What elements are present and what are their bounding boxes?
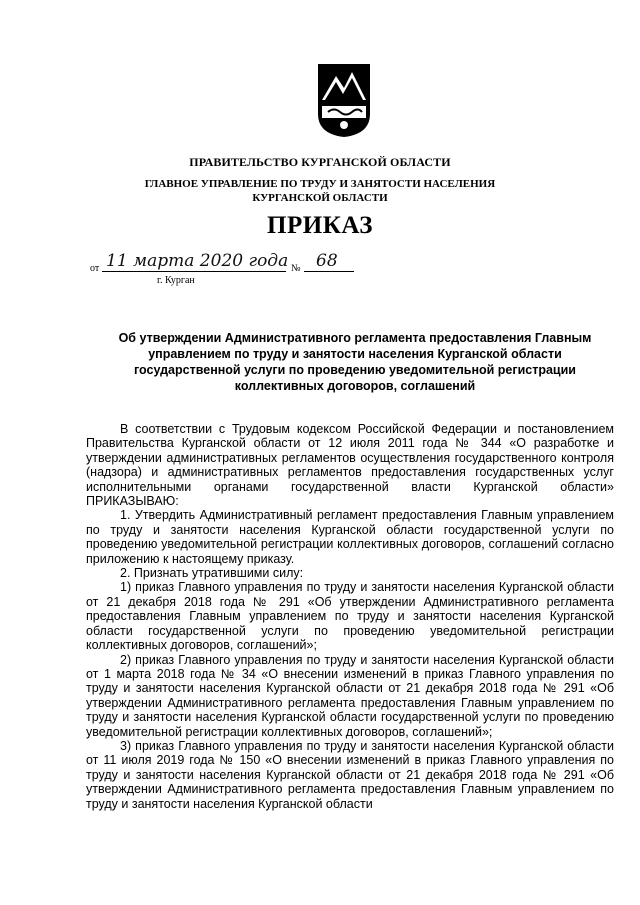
number-label: № — [291, 263, 301, 274]
title-line: государственной услуги по проведению уведомительной регистрации — [134, 363, 576, 377]
clause-2-item-1: 1) приказ Главного управления по труду и занятости населения Курганской области от 21 декабря 2018 года № 291 «Об утверждении Административного регламента предоставления Главным управлением по труду и занятости населения Курганской области государственной услуги по проведению уведомительной регистрации коллективных договоров, соглашений»; — [86, 580, 614, 653]
document-type-title: ПРИКАЗ — [267, 212, 373, 239]
coat-of-arms-icon — [316, 62, 372, 138]
title-line: коллективных договоров, соглашений — [234, 379, 476, 393]
date-from-label: от — [90, 263, 100, 274]
org-name-line2: ГЛАВНОЕ УПРАВЛЕНИЕ ПО ТРУДУ И ЗАНЯТОСТИ НАСЕЛЕНИЯ — [144, 178, 496, 190]
date-underline — [102, 271, 286, 272]
city-label: г. Курган — [157, 275, 195, 286]
clause-1-paragraph: 1. Утвердить Административный регламент предоставления Главным управлением по труду и занятости населения Курганской области государственной услуги по проведению уведомительной регистрации коллективных договоров, соглашений согласно приложению к настоящему приказу. — [86, 508, 614, 566]
number-underline — [304, 271, 354, 272]
handwritten-number: 68 — [316, 251, 338, 271]
title-line: Об утверждении Административного регламента предоставления Главным — [118, 331, 592, 345]
org-name-department — [0, 177, 640, 205]
org-name-line1: ПРАВИТЕЛЬСТВО КУРГАНСКОЙ ОБЛАСТИ — [189, 155, 451, 169]
preamble-paragraph: В соответствии с Трудовым кодексом Российской Федерации и постановлением Правительства Курганской области от 12 июля 2011 года № 344 «О разработке и утверждении административных регламентов осуществления государственного контроля (надзора) и административных регламентов предоставления государственных услуг исполнительными органами государственной власти Курганской области» ПРИКАЗЫВАЮ: — [86, 422, 614, 509]
document-title — [90, 330, 620, 394]
org-name-line3: КУРГАНСКОЙ ОБЛАСТИ — [252, 192, 388, 204]
title-line: управлением по труду и занятости населения Курганской области — [148, 347, 562, 361]
document-body — [86, 422, 614, 811]
clause-2-item-3: 3) приказ Главного управления по труду и занятости населения Курганской области от 11 июля 2019 года № 150 «О внесении изменений в приказ Главного управления по труду и занятости населения Курганской области от 21 декабря 2018 года № 291 «Об утверждении Административного регламента предоставления Главным управлением по труду и занятости населения Курганской области — [86, 738, 614, 811]
clause-2-paragraph: 2. Признать утратившими силу: — [120, 566, 304, 581]
clause-2-item-2: 2) приказ Главного управления по труду и занятости населения Курганской области от 1 марта 2018 года № 34 «О внесении изменений в приказ Главного управления по труду и занятости населения Курганской области от 21 декабря 2018 года № 291 «Об утверждении Административного регламента предоставления Главным управлением по труду и занятости населения Курганской области государственной услуги по проведению уведомительной регистрации коллективных договоров, соглашений»; — [86, 652, 614, 739]
handwritten-date: 11 марта 2020 года — [106, 251, 289, 271]
